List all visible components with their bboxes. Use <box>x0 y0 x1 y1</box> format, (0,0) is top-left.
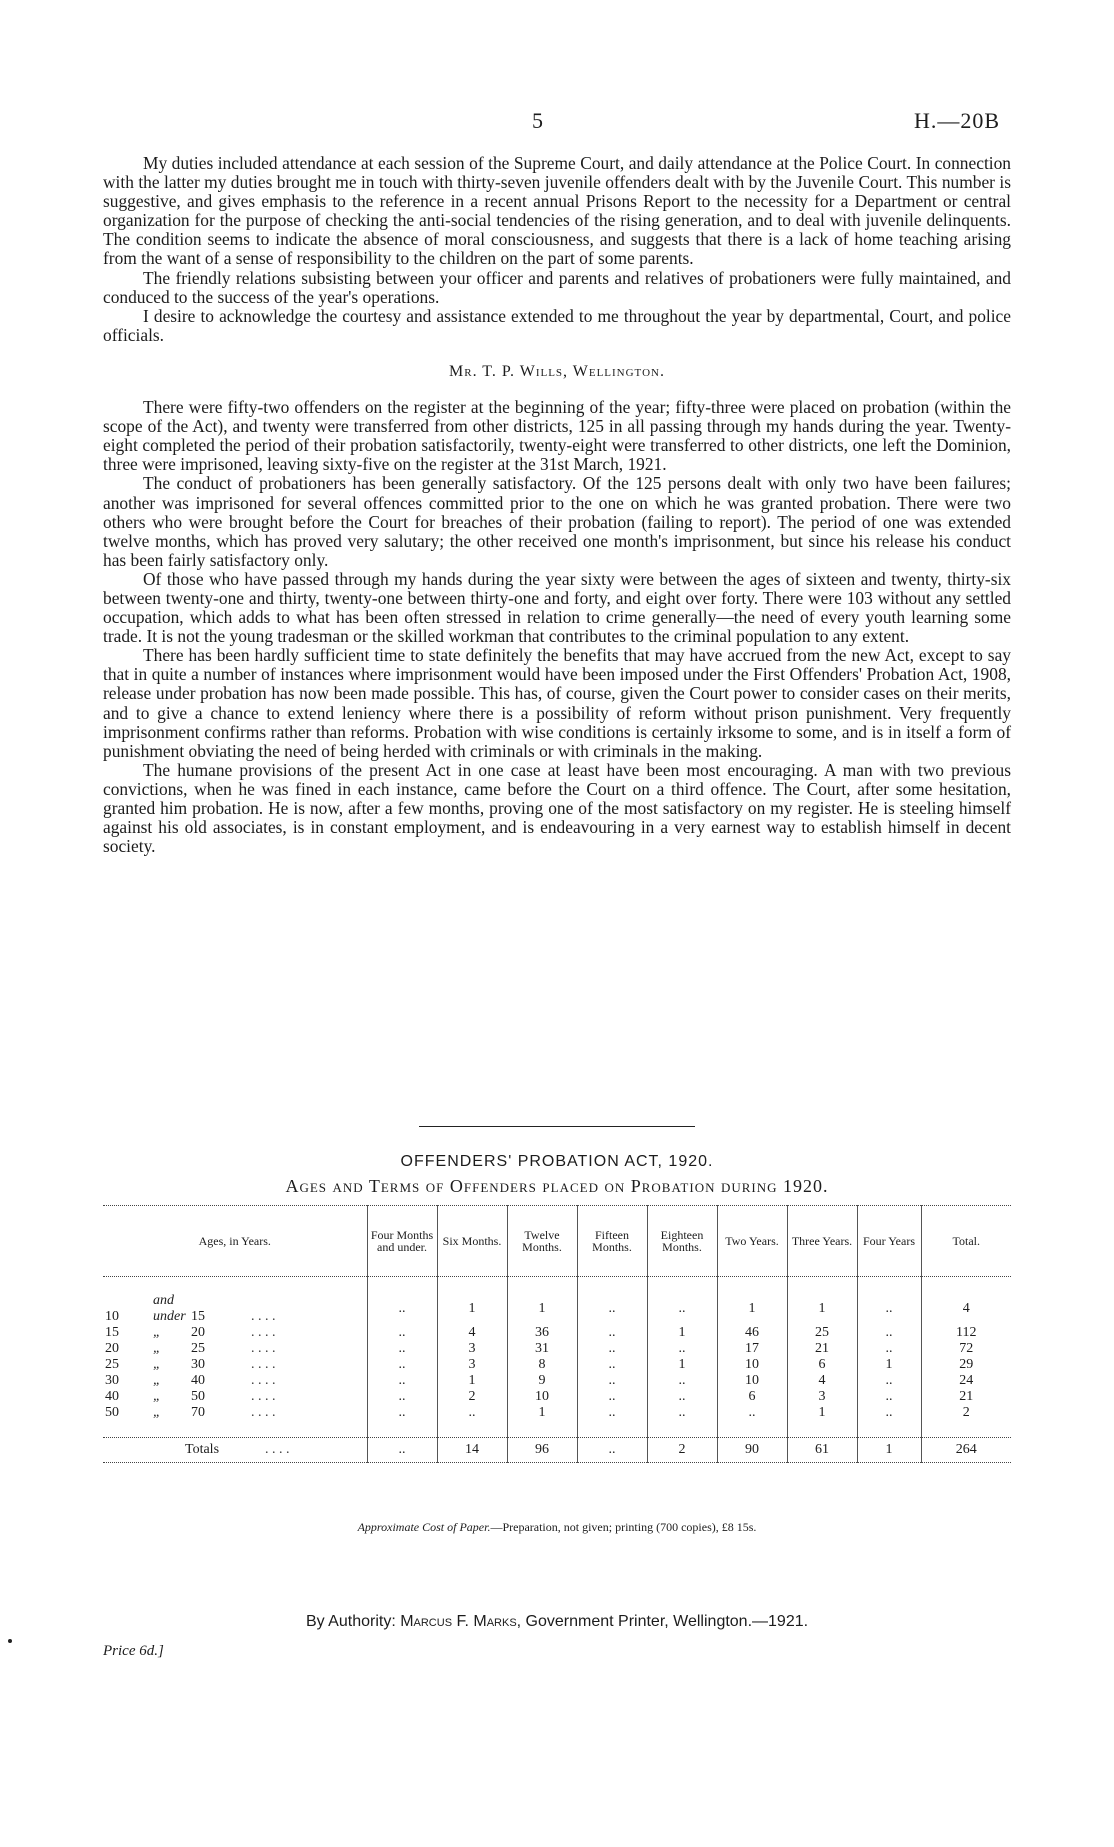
table-cell: 31 <box>507 1341 577 1357</box>
table-cell: 1 <box>507 1293 577 1325</box>
printer-authority <box>0 1613 1114 1631</box>
totals-cell: 264 <box>921 1438 1011 1463</box>
table-row <box>103 1293 1011 1325</box>
leader-dots: . . . . <box>251 1357 276 1372</box>
age-mid: and under <box>153 1293 186 1324</box>
table-spacer-row <box>103 1277 1011 1294</box>
age-mid: „ <box>153 1405 161 1420</box>
totals-cell: 2 <box>647 1438 717 1463</box>
age-from: 25 <box>105 1357 119 1372</box>
age-range-cell <box>103 1293 367 1325</box>
age-mid: „ <box>153 1357 161 1372</box>
price-label: Price 6d.] <box>103 1643 164 1659</box>
column-header: Three Years. <box>787 1206 857 1277</box>
table-cell: 4 <box>921 1293 1011 1325</box>
table-cell: 36 <box>507 1325 577 1341</box>
table-row <box>103 1325 1011 1341</box>
table-cell: .. <box>857 1325 921 1341</box>
paragraph: I desire to acknowledge the courtesy and assistance extended to me throughout the year by departmental, Court, and police officials. <box>103 305 1011 345</box>
column-header: Twelve Months. <box>507 1206 577 1277</box>
authority-suffix: , Government Printer, Wellington.—1921. <box>516 1613 809 1630</box>
document-code: H.—20B <box>913 108 1000 133</box>
table-cell: .. <box>857 1293 921 1325</box>
table-cell: .. <box>647 1405 717 1421</box>
age-to: 30 <box>191 1357 205 1372</box>
table-cell: .. <box>857 1405 921 1421</box>
age-from: 30 <box>105 1373 119 1388</box>
table-cell: .. <box>367 1341 437 1357</box>
table-cell: .. <box>367 1357 437 1373</box>
table-cell: .. <box>577 1357 647 1373</box>
leader-dots: . . . . <box>251 1405 276 1420</box>
totals-label: Totals <box>185 1442 220 1457</box>
table-cell: 29 <box>921 1357 1011 1373</box>
table-cell: 1 <box>717 1293 787 1325</box>
table-cell: 2 <box>437 1389 507 1405</box>
age-from: 10 <box>105 1309 119 1324</box>
totals-cell: 1 <box>857 1438 921 1463</box>
table-cell: 6 <box>787 1357 857 1373</box>
table-row <box>103 1341 1011 1357</box>
age-range-cell <box>103 1373 367 1389</box>
table-spacer-row <box>103 1421 1011 1438</box>
column-header: Fifteen Months. <box>577 1206 647 1277</box>
table-cell: .. <box>577 1341 647 1357</box>
age-mid: „ <box>153 1373 161 1388</box>
table-cell: 10 <box>507 1389 577 1405</box>
table-cell: 112 <box>921 1325 1011 1341</box>
age-range-cell <box>103 1325 367 1341</box>
totals-label-cell <box>103 1438 367 1463</box>
paragraph: The friendly relations subsisting between your officer and parents and relatives of probationers were fully maintained, and conduced to the success of the year's operations. <box>103 267 1011 307</box>
table-cell: 25 <box>787 1325 857 1341</box>
authority-prefix: By Authority: <box>305 1613 401 1630</box>
leader-dots: . . . . <box>265 1442 290 1457</box>
table-cell: 3 <box>787 1389 857 1405</box>
age-mid: „ <box>153 1341 161 1356</box>
column-header: Four Months and under. <box>367 1206 437 1277</box>
table-cell: 1 <box>787 1405 857 1421</box>
section-heading: Mr. T. P. Wills, Wellington. <box>449 362 665 380</box>
column-header: Six Months. <box>437 1206 507 1277</box>
table-row <box>103 1357 1011 1373</box>
table-cell: .. <box>367 1405 437 1421</box>
column-header: Ages, in Years. <box>103 1206 367 1277</box>
table-cell: .. <box>577 1293 647 1325</box>
table-cell: 1 <box>857 1357 921 1373</box>
cost-label: Approximate Cost of Paper. <box>357 1520 491 1534</box>
table-cell: 21 <box>787 1341 857 1357</box>
column-header: Eighteen Months. <box>647 1206 717 1277</box>
table-cell: .. <box>857 1373 921 1389</box>
table-cell: .. <box>367 1293 437 1325</box>
table-title: OFFENDERS' PROBATION ACT, 1920. <box>400 1153 714 1170</box>
paragraph: There were fifty-two offenders on the register at the beginning of the year; fifty-three were placed on probation (within the scope of the Act), and twenty were transferred from other districts, 125 in all passing through my hands during the year. Twenty-eight completed the period of their probation satisfactorily, twenty-eight were transferred to other districts, one left the Dominion, three were imprisoned, leaving sixty-five on the register at the 31st March, 1921. <box>103 397 1011 475</box>
totals-cell: 61 <box>787 1438 857 1463</box>
table-cell: 1 <box>437 1293 507 1325</box>
table-cell: .. <box>647 1293 717 1325</box>
age-to: 70 <box>191 1405 205 1420</box>
table-cell: 1 <box>787 1293 857 1325</box>
age-to: 20 <box>191 1325 205 1340</box>
table-cell: .. <box>857 1389 921 1405</box>
table-cell: 10 <box>717 1373 787 1389</box>
totals-cell: 14 <box>437 1438 507 1463</box>
column-header: Four Years <box>857 1206 921 1277</box>
probation-table <box>103 1205 1011 1463</box>
table-subtitle: Ages and Terms of Offenders placed on Probation during 1920. <box>285 1176 829 1196</box>
totals-cell: .. <box>577 1438 647 1463</box>
age-range-cell <box>103 1405 367 1421</box>
table-cell: .. <box>367 1389 437 1405</box>
table-cell: 6 <box>717 1389 787 1405</box>
table-cell: 9 <box>507 1373 577 1389</box>
totals-cell: .. <box>367 1438 437 1463</box>
table-cell: .. <box>577 1325 647 1341</box>
table-cell: 8 <box>507 1357 577 1373</box>
table-cell: 4 <box>437 1325 507 1341</box>
page-number: 5 <box>532 108 543 133</box>
table-cell: 24 <box>921 1373 1011 1389</box>
table-cell: 46 <box>717 1325 787 1341</box>
table-cell: .. <box>647 1341 717 1357</box>
leader-dots: . . . . <box>251 1373 276 1388</box>
leader-dots: . . . . <box>251 1309 276 1324</box>
table-cell: .. <box>367 1325 437 1341</box>
paragraph: My duties included attendance at each session of the Supreme Court, and daily attendance at the Police Court. In connection with the latter my duties brought me in touch with thirty-seven juvenile offenders dealt with by the Juvenile Court. This number is suggestive, and gives emphasis to the reference in a recent annual Prisons Report to the necessity for a Department or central organization for the purpose of checking the anti-social tendencies of the rising generation, and to deal with juvenile delinquents. The condition seems to indicate the absence of moral consciousness, and suggests that there is a lack of home teaching arising from the want of a sense of responsibility to the children on the part of some parents. <box>103 153 1011 269</box>
leader-dots: . . . . <box>251 1389 276 1404</box>
table-cell: .. <box>437 1405 507 1421</box>
table-cell: 21 <box>921 1389 1011 1405</box>
leader-dots: . . . . <box>251 1325 276 1340</box>
leader-dots: . . . . <box>251 1341 276 1356</box>
table-cell: 72 <box>921 1341 1011 1357</box>
cost-note <box>0 1520 1114 1535</box>
table-cell: 1 <box>647 1357 717 1373</box>
table-cell: 1 <box>647 1325 717 1341</box>
section-divider <box>419 1126 695 1127</box>
table-cell: .. <box>647 1373 717 1389</box>
margin-dot <box>8 1639 12 1643</box>
age-to: 25 <box>191 1341 205 1356</box>
table-cell: .. <box>577 1373 647 1389</box>
table-cell: 10 <box>717 1357 787 1373</box>
paragraph: The humane provisions of the present Act in one case at least have been most encouraging. A man with two previous convictions, when he was fined in each instance, came before the Court on a third offence. The Court, after some hesitation, granted him probation. He is now, after a few months, proving one of the most satisfactory on my register. He is steeling himself against his old associates, is in constant employment, and is endeavouring in a very earnest way to establish himself in decent society. <box>103 759 1011 857</box>
paragraph: The conduct of probationers has been generally satisfactory. Of the 125 persons dealt with only two have been failures; another was imprisoned for several offences committed prior to the one on which he was granted probation. There were two others who were brought before the Court for breaches of their probation (failing to report). The period of one was extended twelve months, which has proved very salutary; the other received one month's imprisonment, but since his release his conduct has been fairly satisfactory only. <box>103 473 1011 570</box>
paragraph: Of those who have passed through my hands during the year sixty were between the ages of sixteen and twenty, thirty-six between twenty-one and thirty, twenty-one between thirty-one and forty, and eight over forty. There were 103 without any settled occupation, which adds to what has been often stressed in relation to crime generally—the need of every youth learning some trade. It is not the young tradesman or the skilled workman that contributes to the criminal population to any extent. <box>103 568 1011 647</box>
table-cell: 17 <box>717 1341 787 1357</box>
table-cell: 2 <box>921 1405 1011 1421</box>
table-row <box>103 1405 1011 1421</box>
body-text <box>103 154 1011 856</box>
table-cell: .. <box>367 1373 437 1389</box>
table-cell: 4 <box>787 1373 857 1389</box>
column-header: Two Years. <box>717 1206 787 1277</box>
table-header-row <box>103 1206 1011 1277</box>
age-range-cell <box>103 1357 367 1373</box>
table-cell: 1 <box>507 1405 577 1421</box>
totals-row <box>103 1438 1011 1463</box>
table-cell: .. <box>577 1405 647 1421</box>
table-cell: .. <box>717 1405 787 1421</box>
age-from: 15 <box>105 1325 119 1340</box>
table-cell: 3 <box>437 1341 507 1357</box>
age-range-cell <box>103 1389 367 1405</box>
age-range-cell <box>103 1341 367 1357</box>
age-from: 50 <box>105 1405 119 1420</box>
totals-cell: 90 <box>717 1438 787 1463</box>
table-cell: 1 <box>437 1373 507 1389</box>
totals-cell: 96 <box>507 1438 577 1463</box>
cost-text: —Preparation, not given; printing (700 copies), £8 15s. <box>490 1520 757 1534</box>
age-to: 15 <box>191 1309 205 1324</box>
paragraph: There has been hardly sufficient time to state definitely the benefits that may have accrued from the new Act, except to say that in quite a number of instances where imprisonment would have been imposed under the First Offenders' Probation Act, 1908, release under probation has now been made possible. This has, of course, given the Court power to consider cases on their merits, and to give a chance to extend leniency where there is a possibility of reform without prison punishment. Very frequently imprisonment confirms rather than reforms. Probation with wise conditions is certainly irksome to some, and is in itself a form of punishment obviating the need of being herded with criminals or with criminals in the making. <box>103 645 1011 761</box>
age-mid: „ <box>153 1389 161 1404</box>
table-cell: .. <box>647 1389 717 1405</box>
age-to: 40 <box>191 1373 205 1388</box>
age-to: 50 <box>191 1389 205 1404</box>
table-row <box>103 1373 1011 1389</box>
table-row <box>103 1389 1011 1405</box>
table-cell: .. <box>857 1341 921 1357</box>
age-from: 40 <box>105 1389 119 1404</box>
age-from: 20 <box>105 1341 119 1356</box>
printer-name: Marcus F. Marks <box>400 1613 517 1630</box>
column-header: Total. <box>921 1206 1011 1277</box>
table-cell: .. <box>577 1389 647 1405</box>
table-cell: 3 <box>437 1357 507 1373</box>
age-mid: „ <box>153 1325 161 1340</box>
